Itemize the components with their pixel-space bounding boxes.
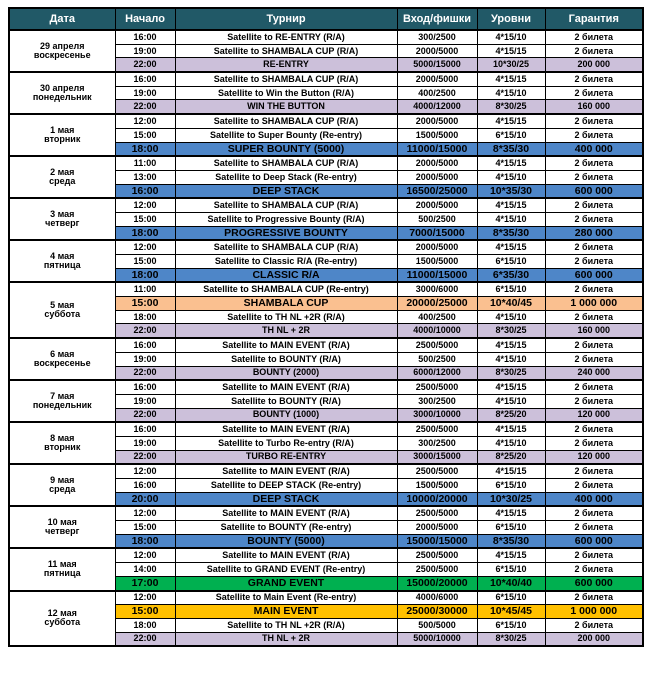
guarantee-cell: 160 000	[545, 100, 643, 114]
tournament-cell: CLASSIC R/A	[175, 268, 397, 282]
entry-cell: 2500/5000	[397, 380, 477, 394]
time-cell: 15:00	[115, 128, 175, 142]
time-cell: 12:00	[115, 240, 175, 254]
levels-cell: 4*15/10	[477, 86, 545, 100]
header-date: Дата	[9, 8, 115, 30]
time-cell: 22:00	[115, 450, 175, 464]
entry-cell: 16500/25000	[397, 184, 477, 198]
time-cell: 18:00	[115, 226, 175, 240]
tournament-cell: Satellite to SHAMBALA CUP (Re-entry)	[175, 282, 397, 296]
guarantee-cell: 600 000	[545, 184, 643, 198]
entry-cell: 5000/15000	[397, 58, 477, 72]
levels-cell: 6*15/10	[477, 521, 545, 535]
guarantee-cell: 2 билета	[545, 422, 643, 436]
time-cell: 16:00	[115, 30, 175, 44]
guarantee-cell: 2 билета	[545, 618, 643, 632]
weekday-label: пятница	[43, 260, 81, 271]
levels-cell: 4*15/10	[477, 394, 545, 408]
time-cell: 12:00	[115, 114, 175, 128]
time-cell: 11:00	[115, 282, 175, 296]
weekday-label: суббота	[44, 617, 81, 628]
time-cell: 15:00	[115, 297, 175, 311]
tournament-cell: PROGRESSIVE BOUNTY	[175, 226, 397, 240]
schedule-row	[9, 422, 643, 436]
levels-cell: 4*15/15	[477, 380, 545, 394]
date-label: 12 мая	[47, 608, 77, 619]
entry-cell: 2000/5000	[397, 114, 477, 128]
levels-cell: 4*15/15	[477, 198, 545, 212]
levels-cell: 6*15/10	[477, 563, 545, 577]
weekday-label: суббота	[44, 309, 81, 320]
entry-cell: 5000/10000	[397, 632, 477, 646]
guarantee-cell: 400 000	[545, 492, 643, 506]
time-cell: 19:00	[115, 436, 175, 450]
tournament-cell: Satellite to Win the Button (R/A)	[175, 86, 397, 100]
time-cell: 19:00	[115, 352, 175, 366]
entry-cell: 2000/5000	[397, 198, 477, 212]
date-label: 11 мая	[47, 559, 77, 570]
levels-cell: 4*15/10	[477, 170, 545, 184]
levels-cell: 4*15/15	[477, 156, 545, 170]
tournament-schedule-table	[8, 7, 644, 647]
tournament-cell: Satellite to SHAMBALA CUP (R/A)	[175, 240, 397, 254]
date-label: 6 мая	[50, 349, 75, 360]
tournament-cell: Satellite to SHAMBALA CUP (R/A)	[175, 72, 397, 86]
time-cell: 18:00	[115, 534, 175, 548]
guarantee-cell: 120 000	[545, 450, 643, 464]
entry-cell: 2500/5000	[397, 548, 477, 562]
tournament-cell: Satellite to Super Bounty (Re-entry)	[175, 128, 397, 142]
date-label: 8 мая	[50, 433, 75, 444]
tournament-cell: Satellite to SHAMBALA CUP (R/A)	[175, 156, 397, 170]
weekday-label: четверг	[45, 218, 80, 229]
weekday-label: понедельник	[32, 92, 92, 103]
date-cell	[9, 114, 115, 156]
time-cell: 22:00	[115, 408, 175, 422]
tournament-cell: Satellite to MAIN EVENT (R/A)	[175, 548, 397, 562]
entry-cell: 2000/5000	[397, 156, 477, 170]
time-cell: 22:00	[115, 58, 175, 72]
guarantee-cell: 160 000	[545, 324, 643, 338]
weekday-label: среда	[49, 176, 76, 187]
tournament-cell: Satellite to RE-ENTRY (R/A)	[175, 30, 397, 44]
header-row	[9, 8, 643, 30]
time-cell: 15:00	[115, 521, 175, 535]
levels-cell: 6*15/10	[477, 255, 545, 269]
tournament-cell: DEEP STACK	[175, 492, 397, 506]
entry-cell: 15000/20000	[397, 576, 477, 590]
levels-cell: 4*15/10	[477, 212, 545, 226]
date-cell	[9, 380, 115, 422]
levels-cell: 4*15/15	[477, 422, 545, 436]
entry-cell: 2000/5000	[397, 240, 477, 254]
levels-cell: 4*15/15	[477, 114, 545, 128]
entry-cell: 500/2500	[397, 352, 477, 366]
levels-cell: 10*30/25	[477, 58, 545, 72]
weekday-label: понедельник	[32, 400, 92, 411]
guarantee-cell: 2 билета	[545, 380, 643, 394]
entry-cell: 400/2500	[397, 86, 477, 100]
date-label: 5 мая	[50, 300, 75, 311]
time-cell: 22:00	[115, 366, 175, 380]
header-guarantee: Гарантия	[545, 8, 643, 30]
time-cell: 17:00	[115, 576, 175, 590]
levels-cell: 6*15/10	[477, 479, 545, 493]
date-label: 1 мая	[50, 125, 75, 136]
levels-cell: 4*15/15	[477, 464, 545, 478]
time-cell: 18:00	[115, 310, 175, 324]
table-header	[9, 8, 643, 30]
entry-cell: 2000/5000	[397, 44, 477, 58]
weekday-label: среда	[49, 484, 76, 495]
date-label: 3 мая	[50, 209, 75, 220]
levels-cell: 6*15/10	[477, 128, 545, 142]
tournament-cell: WIN THE BUTTON	[175, 100, 397, 114]
entry-cell: 400/2500	[397, 310, 477, 324]
levels-cell: 4*15/15	[477, 338, 545, 352]
guarantee-cell: 2 билета	[545, 170, 643, 184]
entry-cell: 1500/5000	[397, 255, 477, 269]
guarantee-cell: 2 билета	[545, 30, 643, 44]
tournament-cell: BOUNTY (1000)	[175, 408, 397, 422]
entry-cell: 3000/10000	[397, 408, 477, 422]
levels-cell: 6*35/30	[477, 268, 545, 282]
date-label: 10 мая	[47, 517, 77, 528]
entry-cell: 2500/5000	[397, 506, 477, 520]
tournament-cell: Satellite to BOUNTY (R/A)	[175, 394, 397, 408]
tournament-cell: Satellite to BOUNTY (R/A)	[175, 352, 397, 366]
guarantee-cell: 2 билета	[545, 198, 643, 212]
tournament-cell: Satellite to Turbo Re-entry (R/A)	[175, 436, 397, 450]
entry-cell: 1500/5000	[397, 479, 477, 493]
entry-cell: 6000/12000	[397, 366, 477, 380]
time-cell: 12:00	[115, 506, 175, 520]
guarantee-cell: 2 билета	[545, 548, 643, 562]
time-cell: 16:00	[115, 422, 175, 436]
time-cell: 15:00	[115, 255, 175, 269]
time-cell: 19:00	[115, 394, 175, 408]
date-cell	[9, 240, 115, 282]
time-cell: 14:00	[115, 563, 175, 577]
entry-cell: 2500/5000	[397, 563, 477, 577]
schedule-row	[9, 591, 643, 605]
date-cell	[9, 156, 115, 198]
levels-cell: 4*15/15	[477, 240, 545, 254]
entry-cell: 11000/15000	[397, 142, 477, 156]
levels-cell: 4*15/15	[477, 506, 545, 520]
weekday-label: вторник	[44, 134, 81, 145]
levels-cell: 6*15/10	[477, 282, 545, 296]
levels-cell: 10*40/45	[477, 297, 545, 311]
guarantee-cell: 2 билета	[545, 128, 643, 142]
date-label: 9 мая	[50, 475, 75, 486]
entry-cell: 2500/5000	[397, 422, 477, 436]
guarantee-cell: 2 билета	[545, 394, 643, 408]
guarantee-cell: 2 билета	[545, 436, 643, 450]
levels-cell: 10*30/25	[477, 492, 545, 506]
levels-cell: 8*35/30	[477, 142, 545, 156]
levels-cell: 4*15/10	[477, 30, 545, 44]
guarantee-cell: 2 билета	[545, 282, 643, 296]
entry-cell: 4000/10000	[397, 324, 477, 338]
time-cell: 20:00	[115, 492, 175, 506]
schedule-row	[9, 114, 643, 128]
tournament-cell: Satellite to SHAMBALA CUP (R/A)	[175, 114, 397, 128]
levels-cell: 8*25/20	[477, 450, 545, 464]
tournament-cell: Satellite to BOUNTY (Re-entry)	[175, 521, 397, 535]
guarantee-cell: 2 билета	[545, 240, 643, 254]
time-cell: 12:00	[115, 198, 175, 212]
guarantee-cell: 2 билета	[545, 212, 643, 226]
guarantee-cell: 120 000	[545, 408, 643, 422]
header-entry-chips: Вход/фишки	[397, 8, 477, 30]
tournament-cell: SHAMBALA CUP	[175, 297, 397, 311]
tournament-cell: Satellite to TH NL +2R (R/A)	[175, 618, 397, 632]
date-cell	[9, 338, 115, 380]
guarantee-cell: 2 билета	[545, 521, 643, 535]
entry-cell: 15000/15000	[397, 534, 477, 548]
date-cell	[9, 591, 115, 647]
date-label: 7 мая	[50, 391, 75, 402]
guarantee-cell: 240 000	[545, 366, 643, 380]
time-cell: 16:00	[115, 380, 175, 394]
entry-cell: 7000/15000	[397, 226, 477, 240]
date-label: 2 мая	[50, 167, 75, 178]
tournament-cell: Satellite to MAIN EVENT (R/A)	[175, 338, 397, 352]
time-cell: 12:00	[115, 591, 175, 605]
time-cell: 22:00	[115, 100, 175, 114]
schedule-row	[9, 338, 643, 352]
tournament-cell: SUPER BOUNTY (5000)	[175, 142, 397, 156]
entry-cell: 3000/6000	[397, 282, 477, 296]
schedule-body	[9, 30, 643, 646]
date-label: 4 мая	[50, 251, 75, 262]
tournament-cell: Satellite to MAIN EVENT (R/A)	[175, 380, 397, 394]
date-cell	[9, 198, 115, 240]
time-cell: 12:00	[115, 548, 175, 562]
guarantee-cell: 2 билета	[545, 464, 643, 478]
tournament-cell: Satellite to GRAND EVENT (Re-entry)	[175, 563, 397, 577]
time-cell: 15:00	[115, 212, 175, 226]
time-cell: 18:00	[115, 618, 175, 632]
weekday-label: воскресенье	[33, 50, 91, 61]
levels-cell: 4*15/10	[477, 436, 545, 450]
guarantee-cell: 2 билета	[545, 114, 643, 128]
schedule-row	[9, 240, 643, 254]
time-cell: 18:00	[115, 268, 175, 282]
tournament-cell: Satellite to MAIN EVENT (R/A)	[175, 422, 397, 436]
time-cell: 19:00	[115, 86, 175, 100]
guarantee-cell: 2 билета	[545, 310, 643, 324]
time-cell: 11:00	[115, 156, 175, 170]
header-start: Начало	[115, 8, 175, 30]
entry-cell: 11000/15000	[397, 268, 477, 282]
levels-cell: 10*40/40	[477, 576, 545, 590]
time-cell: 12:00	[115, 464, 175, 478]
entry-cell: 3000/15000	[397, 450, 477, 464]
guarantee-cell: 2 билета	[545, 86, 643, 100]
date-label: 30 апреля	[40, 83, 85, 94]
tournament-cell: TURBO RE-ENTRY	[175, 450, 397, 464]
time-cell: 19:00	[115, 44, 175, 58]
schedule-row	[9, 464, 643, 478]
levels-cell: 8*30/25	[477, 632, 545, 646]
entry-cell: 300/2500	[397, 394, 477, 408]
weekday-label: четверг	[45, 526, 80, 537]
tournament-cell: MAIN EVENT	[175, 605, 397, 619]
guarantee-cell: 2 билета	[545, 338, 643, 352]
date-cell	[9, 282, 115, 338]
tournament-cell: TH NL + 2R	[175, 632, 397, 646]
time-cell: 13:00	[115, 170, 175, 184]
schedule-row	[9, 156, 643, 170]
levels-cell: 8*30/25	[477, 324, 545, 338]
guarantee-cell: 600 000	[545, 576, 643, 590]
tournament-cell: TH NL + 2R	[175, 324, 397, 338]
tournament-cell: Satellite to TH NL +2R (R/A)	[175, 310, 397, 324]
time-cell: 16:00	[115, 338, 175, 352]
time-cell: 16:00	[115, 72, 175, 86]
levels-cell: 4*15/15	[477, 72, 545, 86]
tournament-cell: Satellite to Classic R/A (Re-entry)	[175, 255, 397, 269]
guarantee-cell: 600 000	[545, 268, 643, 282]
tournament-cell: Satellite to Progressive Bounty (R/A)	[175, 212, 397, 226]
levels-cell: 8*30/25	[477, 366, 545, 380]
tournament-cell: RE-ENTRY	[175, 58, 397, 72]
time-cell: 16:00	[115, 184, 175, 198]
tournament-cell: DEEP STACK	[175, 184, 397, 198]
entry-cell: 2000/5000	[397, 72, 477, 86]
guarantee-cell: 2 билета	[545, 563, 643, 577]
weekday-label: вторник	[44, 442, 81, 453]
tournament-cell: Satellite to DEEP STACK (Re-entry)	[175, 479, 397, 493]
schedule-row	[9, 548, 643, 562]
guarantee-cell: 400 000	[545, 142, 643, 156]
entry-cell: 2000/5000	[397, 170, 477, 184]
date-cell	[9, 548, 115, 590]
date-label: 29 апреля	[40, 41, 85, 52]
schedule-row	[9, 506, 643, 520]
levels-cell: 4*15/15	[477, 548, 545, 562]
levels-cell: 8*35/30	[477, 226, 545, 240]
tournament-cell: BOUNTY (5000)	[175, 534, 397, 548]
levels-cell: 8*35/30	[477, 534, 545, 548]
entry-cell: 25000/30000	[397, 605, 477, 619]
levels-cell: 6*15/10	[477, 591, 545, 605]
guarantee-cell: 200 000	[545, 632, 643, 646]
tournament-cell: Satellite to SHAMBALA CUP (R/A)	[175, 198, 397, 212]
schedule-row	[9, 30, 643, 44]
schedule-row	[9, 380, 643, 394]
entry-cell: 300/2500	[397, 436, 477, 450]
entry-cell: 4000/6000	[397, 591, 477, 605]
tournament-cell: Satellite to MAIN EVENT (R/A)	[175, 464, 397, 478]
date-cell	[9, 30, 115, 72]
schedule-row	[9, 72, 643, 86]
guarantee-cell: 2 билета	[545, 255, 643, 269]
levels-cell: 10*35/30	[477, 184, 545, 198]
entry-cell: 4000/12000	[397, 100, 477, 114]
tournament-cell: Satellite to MAIN EVENT (R/A)	[175, 506, 397, 520]
date-cell	[9, 72, 115, 114]
tournament-cell: BOUNTY (2000)	[175, 366, 397, 380]
tournament-cell: Satellite to SHAMBALA CUP (R/A)	[175, 44, 397, 58]
entry-cell: 1500/5000	[397, 128, 477, 142]
guarantee-cell: 1 000 000	[545, 605, 643, 619]
guarantee-cell: 2 билета	[545, 72, 643, 86]
guarantee-cell: 2 билета	[545, 591, 643, 605]
entry-cell: 20000/25000	[397, 297, 477, 311]
header-levels: Уровни	[477, 8, 545, 30]
time-cell: 22:00	[115, 324, 175, 338]
schedule-row	[9, 198, 643, 212]
levels-cell: 8*25/20	[477, 408, 545, 422]
levels-cell: 8*30/25	[477, 100, 545, 114]
entry-cell: 300/2500	[397, 30, 477, 44]
guarantee-cell: 2 билета	[545, 44, 643, 58]
levels-cell: 6*15/10	[477, 618, 545, 632]
guarantee-cell: 280 000	[545, 226, 643, 240]
guarantee-cell: 1 000 000	[545, 297, 643, 311]
entry-cell: 2500/5000	[397, 464, 477, 478]
date-cell	[9, 464, 115, 506]
entry-cell: 500/5000	[397, 618, 477, 632]
levels-cell: 4*15/10	[477, 352, 545, 366]
date-cell	[9, 422, 115, 464]
entry-cell: 2000/5000	[397, 521, 477, 535]
weekday-label: воскресенье	[33, 358, 91, 369]
guarantee-cell: 2 билета	[545, 506, 643, 520]
guarantee-cell: 2 билета	[545, 156, 643, 170]
time-cell: 15:00	[115, 605, 175, 619]
tournament-cell: Satellite to Main Event (Re-entry)	[175, 591, 397, 605]
levels-cell: 4*15/10	[477, 310, 545, 324]
time-cell: 22:00	[115, 632, 175, 646]
schedule-row	[9, 282, 643, 296]
entry-cell: 2500/5000	[397, 338, 477, 352]
guarantee-cell: 2 билета	[545, 479, 643, 493]
levels-cell: 4*15/15	[477, 44, 545, 58]
tournament-cell: GRAND EVENT	[175, 576, 397, 590]
time-cell: 16:00	[115, 479, 175, 493]
levels-cell: 10*45/45	[477, 605, 545, 619]
guarantee-cell: 600 000	[545, 534, 643, 548]
header-tournament: Турнир	[175, 8, 397, 30]
guarantee-cell: 2 билета	[545, 352, 643, 366]
entry-cell: 500/2500	[397, 212, 477, 226]
weekday-label: пятница	[43, 568, 81, 579]
tournament-cell: Satellite to Deep Stack (Re-entry)	[175, 170, 397, 184]
guarantee-cell: 200 000	[545, 58, 643, 72]
date-cell	[9, 506, 115, 548]
time-cell: 18:00	[115, 142, 175, 156]
entry-cell: 10000/20000	[397, 492, 477, 506]
